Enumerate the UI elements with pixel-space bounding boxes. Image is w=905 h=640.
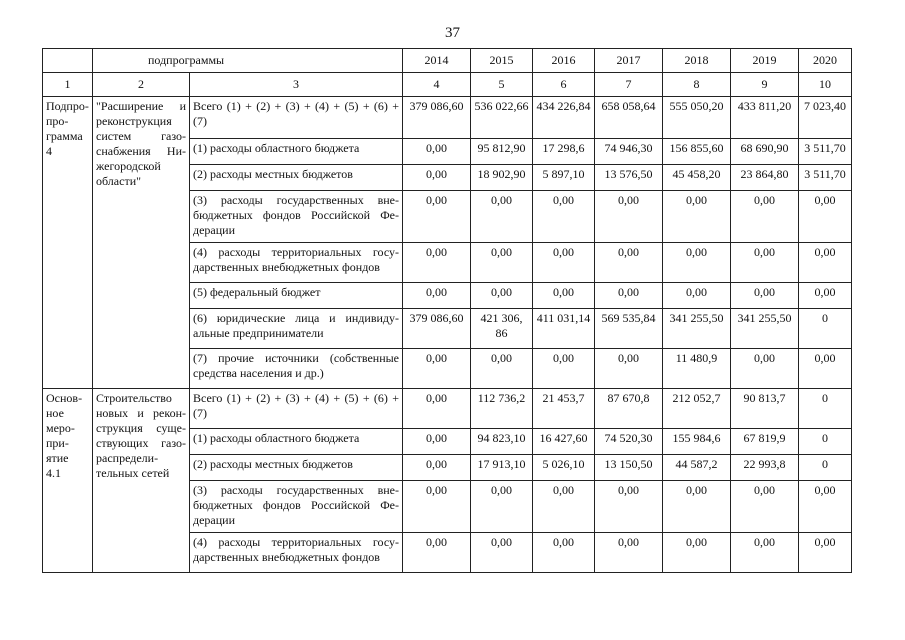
program-kind-cell: Подпро- про- грамма 4	[43, 97, 93, 389]
amount-cell: 658 058,64	[595, 97, 663, 139]
amount-cell: 0,00	[403, 191, 471, 243]
funding-source-cell: Всего (1) + (2) + (3) + (4) + (5) + (6) + (7)	[190, 97, 403, 139]
amount-cell: 555 050,20	[663, 97, 731, 139]
column-number: 2	[93, 73, 190, 97]
amount-cell: 434 226,84	[533, 97, 595, 139]
header-cell-empty	[43, 49, 93, 73]
amount-cell: 13 150,50	[595, 455, 663, 481]
column-number: 8	[663, 73, 731, 97]
amount-cell: 212 052,7	[663, 389, 731, 429]
amount-cell: 44 587,2	[663, 455, 731, 481]
amount-cell: 0,00	[663, 191, 731, 243]
amount-cell: 0,00	[595, 243, 663, 283]
amount-cell: 0,00	[731, 283, 799, 309]
funding-source-cell: (1) расходы областного бюджета	[190, 429, 403, 455]
amount-cell: 17 913,10	[471, 455, 533, 481]
header-year: 2017	[595, 49, 663, 73]
amount-cell: 0,00	[533, 481, 595, 533]
amount-cell: 7 023,40	[799, 97, 852, 139]
header-year: 2019	[731, 49, 799, 73]
amount-cell: 0,00	[403, 165, 471, 191]
amount-cell: 536 022,66	[471, 97, 533, 139]
funding-source-cell: (2) расходы местных бюджетов	[190, 455, 403, 481]
amount-cell: 433 811,20	[731, 97, 799, 139]
funding-source-cell: (2) расходы местных бюджетов	[190, 165, 403, 191]
amount-cell: 68 690,90	[731, 139, 799, 165]
amount-cell: 5 897,10	[533, 165, 595, 191]
program-name-cell: Строительство новых и рекон-струкция суще-ствующих газо-распредели-тельных сетей	[93, 389, 190, 573]
amount-cell: 0,00	[731, 243, 799, 283]
amount-cell: 0,00	[471, 243, 533, 283]
amount-cell: 569 535,84	[595, 309, 663, 349]
column-number: 7	[595, 73, 663, 97]
amount-cell: 0,00	[595, 481, 663, 533]
column-number: 1	[43, 73, 93, 97]
column-number: 10	[799, 73, 852, 97]
amount-cell: 0,00	[799, 191, 852, 243]
funding-source-cell: Всего (1) + (2) + (3) + (4) + (5) + (6) + (7)	[190, 389, 403, 429]
amount-cell: 0,00	[663, 283, 731, 309]
amount-cell: 0,00	[799, 481, 852, 533]
amount-cell: 3 511,70	[799, 165, 852, 191]
amount-cell: 379 086,60	[403, 97, 471, 139]
amount-cell: 94 823,10	[471, 429, 533, 455]
header-year: 2015	[471, 49, 533, 73]
amount-cell: 11 480,9	[663, 349, 731, 389]
amount-cell: 112 736,2	[471, 389, 533, 429]
amount-cell: 17 298,6	[533, 139, 595, 165]
funding-source-cell: (4) расходы территориальных госу-дарственных внебюджетных фондов	[190, 533, 403, 573]
amount-cell: 0,00	[403, 389, 471, 429]
amount-cell: 341 255,50	[663, 309, 731, 349]
amount-cell: 0,00	[403, 283, 471, 309]
amount-cell: 23 864,80	[731, 165, 799, 191]
amount-cell: 0,00	[403, 429, 471, 455]
amount-cell: 421 306, 86	[471, 309, 533, 349]
funding-source-cell: (6) юридические лица и индивиду-альные предприниматели	[190, 309, 403, 349]
column-number: 4	[403, 73, 471, 97]
funding-source-cell: (3) расходы государственных вне-бюджетных фондов Российской Фе-дерации	[190, 481, 403, 533]
amount-cell: 0,00	[403, 139, 471, 165]
amount-cell: 5 026,10	[533, 455, 595, 481]
amount-cell: 0,00	[533, 191, 595, 243]
amount-cell: 0,00	[533, 533, 595, 573]
funding-source-cell: (7) прочие источники (собственные средства населения и др.)	[190, 349, 403, 389]
amount-cell: 0,00	[403, 533, 471, 573]
funding-source-cell: (5) федеральный бюджет	[190, 283, 403, 309]
amount-cell: 90 813,7	[731, 389, 799, 429]
amount-cell: 0,00	[533, 283, 595, 309]
amount-cell: 95 812,90	[471, 139, 533, 165]
amount-cell: 3 511,70	[799, 139, 852, 165]
column-number: 9	[731, 73, 799, 97]
column-number-row	[43, 73, 852, 97]
amount-cell: 0,00	[799, 283, 852, 309]
amount-cell: 0,00	[595, 191, 663, 243]
amount-cell: 0,00	[403, 243, 471, 283]
amount-cell: 0,00	[533, 349, 595, 389]
amount-cell: 0,00	[471, 191, 533, 243]
amount-cell: 67 819,9	[731, 429, 799, 455]
amount-cell: 0,00	[403, 349, 471, 389]
amount-cell: 0,00	[471, 533, 533, 573]
amount-cell: 0	[799, 455, 852, 481]
column-number: 5	[471, 73, 533, 97]
amount-cell: 0,00	[533, 243, 595, 283]
amount-cell: 74 946,30	[595, 139, 663, 165]
amount-cell: 0,00	[799, 533, 852, 573]
amount-cell: 0,00	[403, 481, 471, 533]
amount-cell: 16 427,60	[533, 429, 595, 455]
amount-cell: 0,00	[595, 349, 663, 389]
program-name-cell: "Расширение и реконструкция систем газо-снабжения Ни-жегородской области"	[93, 97, 190, 389]
program-kind-cell: Основ- ное меро- при- ятие 4.1	[43, 389, 93, 573]
amount-cell: 0,00	[471, 283, 533, 309]
amount-cell: 0,00	[799, 243, 852, 283]
amount-cell: 0,00	[731, 481, 799, 533]
amount-cell: 156 855,60	[663, 139, 731, 165]
amount-cell: 18 902,90	[471, 165, 533, 191]
amount-cell: 0,00	[595, 283, 663, 309]
amount-cell: 379 086,60	[403, 309, 471, 349]
amount-cell: 13 576,50	[595, 165, 663, 191]
header-year: 2018	[663, 49, 731, 73]
amount-cell: 341 255,50	[731, 309, 799, 349]
amount-cell: 0	[799, 389, 852, 429]
amount-cell: 0,00	[799, 349, 852, 389]
funding-source-cell: (3) расходы государственных вне-бюджетных фондов Российской Фе-дерации	[190, 191, 403, 243]
page-number: 37	[445, 25, 460, 41]
amount-cell: 155 984,6	[663, 429, 731, 455]
amount-cell: 0,00	[731, 533, 799, 573]
column-number: 3	[190, 73, 403, 97]
column-number: 6	[533, 73, 595, 97]
amount-cell: 0,00	[595, 533, 663, 573]
amount-cell: 21 453,7	[533, 389, 595, 429]
table-row	[43, 389, 852, 429]
table-row	[43, 97, 852, 139]
amount-cell: 0,00	[403, 455, 471, 481]
amount-cell: 74 520,30	[595, 429, 663, 455]
amount-cell: 0,00	[663, 481, 731, 533]
budget-table	[42, 48, 852, 573]
header-year: 2014	[403, 49, 471, 73]
amount-cell: 0	[799, 429, 852, 455]
amount-cell: 0,00	[663, 533, 731, 573]
header-year: 2016	[533, 49, 595, 73]
amount-cell: 22 993,8	[731, 455, 799, 481]
amount-cell: 0	[799, 309, 852, 349]
header-year: 2020	[799, 49, 852, 73]
amount-cell: 87 670,8	[595, 389, 663, 429]
amount-cell: 45 458,20	[663, 165, 731, 191]
header-subprog-label: подпрограммы	[93, 49, 403, 73]
funding-source-cell: (4) расходы территориальных госу-дарственных внебюджетных фондов	[190, 243, 403, 283]
amount-cell: 411 031,14	[533, 309, 595, 349]
year-header-row	[43, 49, 852, 73]
amount-cell: 0,00	[731, 191, 799, 243]
amount-cell: 0,00	[731, 349, 799, 389]
amount-cell: 0,00	[471, 481, 533, 533]
funding-source-cell: (1) расходы областного бюджета	[190, 139, 403, 165]
amount-cell: 0,00	[471, 349, 533, 389]
amount-cell: 0,00	[663, 243, 731, 283]
